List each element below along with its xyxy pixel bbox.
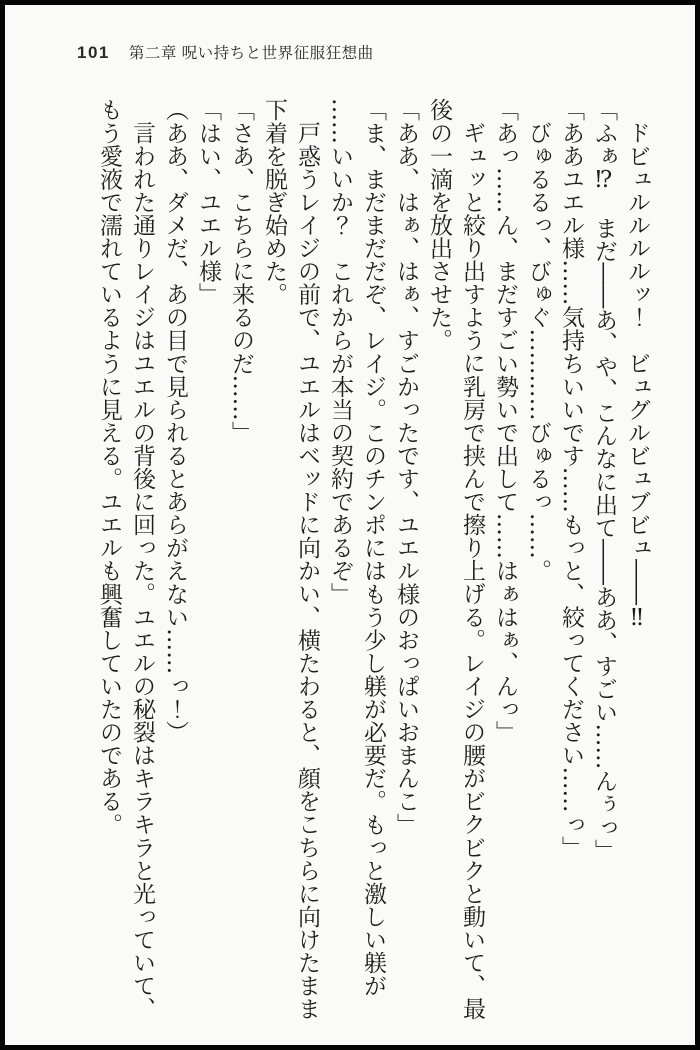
text-line: 下着を脱ぎ始めた。: [261, 98, 287, 306]
text-line: 「ああ、はぁ、はぁ、すごかったです、ユエル様のおっぱいおまんこ」: [393, 98, 419, 836]
chapter-title: 第二章 呪い持ちと世界征服狂想曲: [128, 45, 374, 62]
text-line: 後の一滴を放出させた。: [426, 98, 452, 352]
text-line: 「あっ……ん、まだすごい勢いで出して……はぁはぁ、んっ」: [492, 98, 518, 744]
text-line: もう愛液で濡れているように見える。ユエルも興奮していたのである。: [96, 98, 122, 836]
text-line: 戸惑うレイジの前で、ユエルはベッドに向かい、横たわると、顔をこちらに向けたまま: [294, 121, 320, 1020]
page-number: 101: [77, 43, 110, 62]
running-head: [77, 41, 374, 63]
text-line: 「ああユエル様……気持ちいいです……もっと、絞ってください……っ」: [558, 98, 584, 859]
text-line: 「さあ、こちらに来るのだ……」: [228, 98, 254, 444]
text-line: ギュッと絞り出すように乳房で挟んで擦り上げる。レイジの腰がビクビクと動いて、最: [459, 121, 485, 1020]
text-line: 言われた通りレイジはユエルの背後に回った。ユエルの秘裂はキラキラと光っていて、: [129, 121, 155, 1020]
text-line: 「ふぁ⁉ まだ――あ、や、こんなに出て――ああ、すごい……んぅっ」: [591, 98, 617, 862]
text-line: （ああ、ダメだ、あの目で見られるとあらがえない……っ！）: [162, 98, 188, 744]
text-line: びゅるるっ、びゅぐ…………びゅるっ……。: [525, 121, 551, 582]
text-line: 「はい、ユエル様」: [195, 98, 221, 306]
text-line: ……いいか？ これからが本当の契約であるぞ」: [327, 98, 353, 606]
text-line: 「ま、まだまだだぞ、レイジ。このチンポにはもう少し躾が必要だ。もっと激しい躾が: [360, 98, 386, 997]
text-line: ドビュルルルルッ！ ビュグルビュブビュ――‼: [624, 121, 650, 632]
vertical-text-block: [92, 98, 653, 1026]
